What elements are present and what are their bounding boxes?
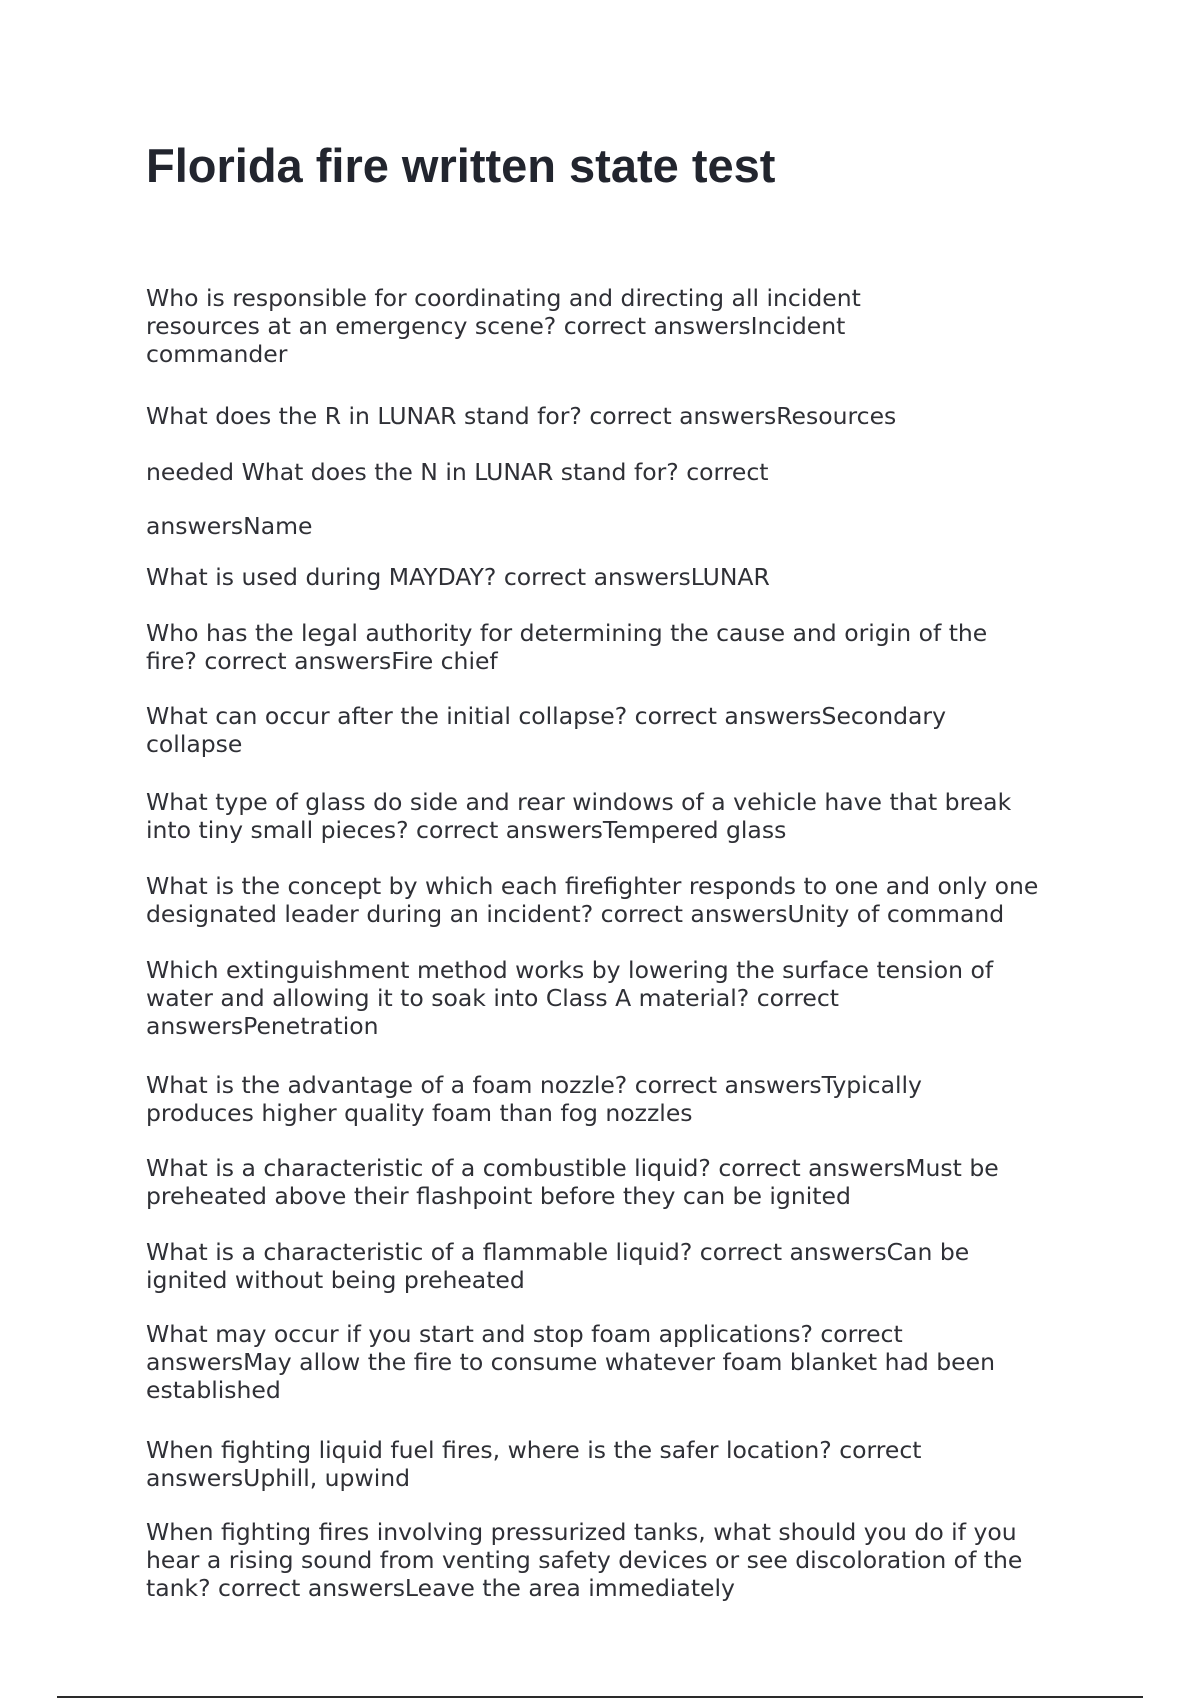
qa-entry-10: Which extinguishment method works by lowering the surface tension of water and allowing it to soak into Class A material? correct answersPenetration	[146, 956, 994, 1040]
qa-entry-16: When fighting fires involving pressurized tanks, what should you do if you hear a rising sound from venting safety devices or see discoloration of the tank? correct answersLeave the area immediately	[146, 1518, 1023, 1602]
qa-entry-9: What is the concept by which each firefighter responds to one and only one designated leader during an incident? correct answersUnity of command	[146, 872, 1039, 928]
qa-entry-11: What is the advantage of a foam nozzle? correct answersTypically produces higher quality foam than fog nozzles	[146, 1071, 922, 1127]
qa-entry-7: What can occur after the initial collapse? correct answersSecondary collapse	[146, 702, 946, 758]
qa-entry-5: What is used during MAYDAY? correct answersLUNAR	[146, 563, 770, 591]
qa-entry-3: needed What does the N in LUNAR stand for? correct	[146, 458, 769, 486]
qa-entry-12: What is a characteristic of a combustible liquid? correct answersMust be preheated above their flashpoint before they can be ignited	[146, 1154, 999, 1210]
qa-entry-4: answersName	[146, 512, 313, 540]
qa-entry-14: What may occur if you start and stop foam applications? correct answersMay allow the fire to consume whatever foam blanket had been established	[146, 1320, 995, 1404]
qa-entry-13: What is a characteristic of a flammable liquid? correct answersCan be ignited without being preheated	[146, 1238, 970, 1294]
qa-entry-8: What type of glass do side and rear windows of a vehicle have that break into tiny small pieces? correct answersTempered glass	[146, 788, 1012, 844]
page-title: Florida fire written state test	[146, 139, 776, 192]
bottom-divider	[57, 1696, 1143, 1698]
qa-entry-2: What does the R in LUNAR stand for? correct answersResources	[146, 402, 897, 430]
qa-entry-15: When fighting liquid fuel fires, where is the safer location? correct answersUphill, upwind	[146, 1436, 922, 1492]
qa-entry-6: Who has the legal authority for determining the cause and origin of the fire? correct answersFire chief	[146, 619, 988, 675]
qa-entry-1: Who is responsible for coordinating and directing all incident resources at an emergency scene? correct answersIncident commander	[146, 284, 861, 368]
